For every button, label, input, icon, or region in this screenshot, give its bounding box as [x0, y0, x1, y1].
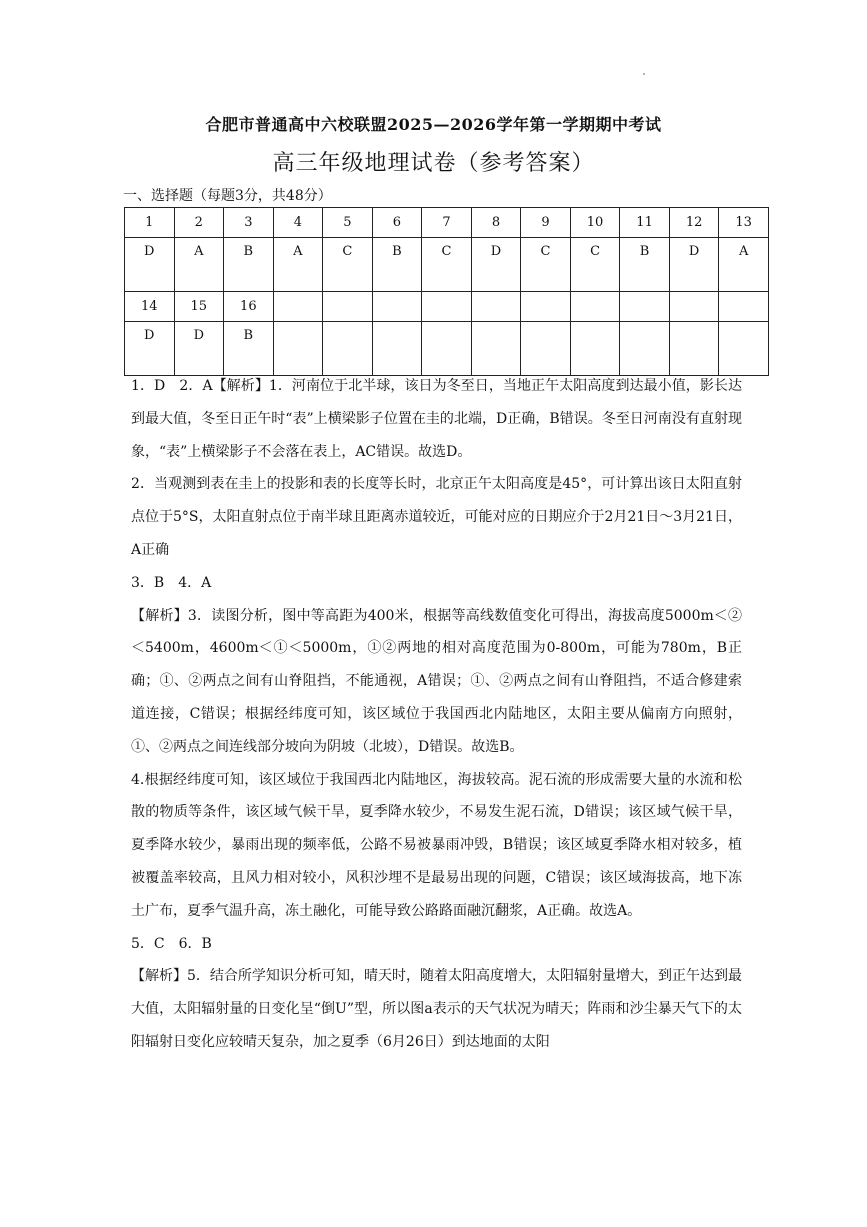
answer-cell — [372, 322, 422, 376]
question-number-cell: 11 — [620, 208, 670, 238]
answer-cell — [669, 322, 719, 376]
question-number-cell — [372, 292, 422, 322]
question-number-cell: 14 — [125, 292, 175, 322]
section-title-multiple-choice: 一、选择题（每题3分，共48分） — [123, 188, 332, 204]
answer-cell: C — [323, 238, 373, 292]
question-number-cell: 8 — [471, 208, 521, 238]
answer-cell — [620, 322, 670, 376]
answer-cell — [570, 322, 620, 376]
answer-table-answer-row — [125, 238, 769, 292]
answer-cell: D — [125, 322, 175, 376]
question-number-cell — [323, 292, 373, 322]
explanations — [131, 370, 742, 1059]
answer-cell: D — [174, 322, 224, 376]
question-number-cell: 4 — [273, 208, 323, 238]
question-number-cell: 7 — [422, 208, 472, 238]
answer-table-number-row — [125, 292, 769, 322]
question-number-cell — [422, 292, 472, 322]
question-number-cell: 3 — [224, 208, 274, 238]
question-number-cell: 6 — [372, 208, 422, 238]
explanation-paragraph: 2．当观测到表在圭上的投影和表的长度等长时，北京正午太阳高度是45°，可计算出该日太阳直射点位于5°S，太阳直射点位于南半球且距离赤道较近，可能对应的日期应介于2月21日～3月21日，A正确 — [131, 476, 742, 558]
question-number-cell: 13 — [719, 208, 769, 238]
answer-cell — [521, 322, 571, 376]
answer-cell: D — [125, 238, 175, 292]
scan-speck — [643, 73, 645, 75]
answer-cell: C — [570, 238, 620, 292]
explanation-paragraph: 4.根据经纬度可知，该区域位于我国西北内陆地区，海拔较高。泥石流的形成需要大量的水流和松散的物质等条件，该区域气候干旱，夏季降水较少，不易发生泥石流，D错误；该区域气候干旱，夏季降水较少，暴雨出现的频率低，公路不易被暴雨冲毁，B错误；该区域夏季降水相对较多，植被覆盖率较高，且风力相对较小，风积沙埋不是最易出现的问题，C错误；该区域海拔高，地下冻土广布，夏季气温升高，冻土融化，可能导致公路路面融沉翻浆，A正确。故选A。 — [131, 771, 742, 919]
answer-table-number-row — [125, 208, 769, 238]
answer-table — [124, 207, 769, 376]
question-number-cell: 5 — [323, 208, 373, 238]
question-number-cell: 9 — [521, 208, 571, 238]
explanation-paragraph: 【解析】3．读图分析，图中等高距为400米，根据等高线数值变化可得出，海拔高度5000m＜②＜5400m，4600m＜①＜5000m，①②两地的相对高度范围为0-800m，可能为780m，B正确；①、②两点之间有山脊阻挡，不能通视，A错误；①、②两点之间有山脊阻挡，不适合修建索道连接，C错误；根据经纬度可知，该区域位于我国西北内陆地区，太阳主要从偏南方向照射，①、②两点之间连线部分坡向为阴坡（北坡），D错误。故选B。 — [131, 607, 742, 755]
answer-cell: A — [719, 238, 769, 292]
explanation-paragraph: 3．B 4．A — [131, 574, 212, 591]
question-number-cell — [521, 292, 571, 322]
answer-cell — [471, 322, 521, 376]
answer-cell: D — [669, 238, 719, 292]
question-number-cell — [273, 292, 323, 322]
answer-table-answer-row — [125, 322, 769, 376]
question-number-cell — [471, 292, 521, 322]
question-number-cell: 1 — [125, 208, 175, 238]
explanation-paragraph: 5．C 6．B — [131, 935, 212, 952]
answer-cell — [422, 322, 472, 376]
question-number-cell: 12 — [669, 208, 719, 238]
question-number-cell: 16 — [224, 292, 274, 322]
answer-cell: B — [372, 238, 422, 292]
answer-cell: A — [174, 238, 224, 292]
answer-cell — [323, 322, 373, 376]
question-number-cell: 10 — [570, 208, 620, 238]
answer-cell — [273, 322, 323, 376]
question-number-cell — [570, 292, 620, 322]
explanation-paragraph: 【解析】5．结合所学知识分析可知，晴天时，随着太阳高度增大，太阳辐射量增大，到正午达到最大值，太阳辐射量的日变化呈“倒U”型，所以图a表示的天气状况为晴天；阵雨和沙尘暴天气下的太阳辐射日变化应较晴天复杂，加之夏季（6月26日）到达地面的太阳 — [131, 968, 742, 1050]
question-number-cell — [669, 292, 719, 322]
question-number-cell: 15 — [174, 292, 224, 322]
answer-cell: A — [273, 238, 323, 292]
question-number-cell — [719, 292, 769, 322]
question-number-cell: 2 — [174, 208, 224, 238]
explanation-paragraph: 1．D 2．A【解析】1．河南位于北半球，该日为冬至日，当地正午太阳高度到达最小值，影长达到最大值，冬至日正午时“表”上横梁影子位置在圭的北端，D正确，B错误。冬至日河南没有直射现象，“表”上横梁影子不会落在表上，AC错误。故选D。 — [131, 378, 742, 460]
answer-cell: B — [224, 322, 274, 376]
answer-cell: C — [521, 238, 571, 292]
answer-cell: B — [620, 238, 670, 292]
answer-cell: D — [471, 238, 521, 292]
school-title: 合肥市普通高中六校联盟2025—2026学年第一学期期中考试 — [205, 115, 662, 134]
answer-cell: C — [422, 238, 472, 292]
answer-cell: B — [224, 238, 274, 292]
page-title: 高三年级地理试卷（参考答案） — [272, 151, 595, 176]
answer-cell — [719, 322, 769, 376]
question-number-cell — [620, 292, 670, 322]
